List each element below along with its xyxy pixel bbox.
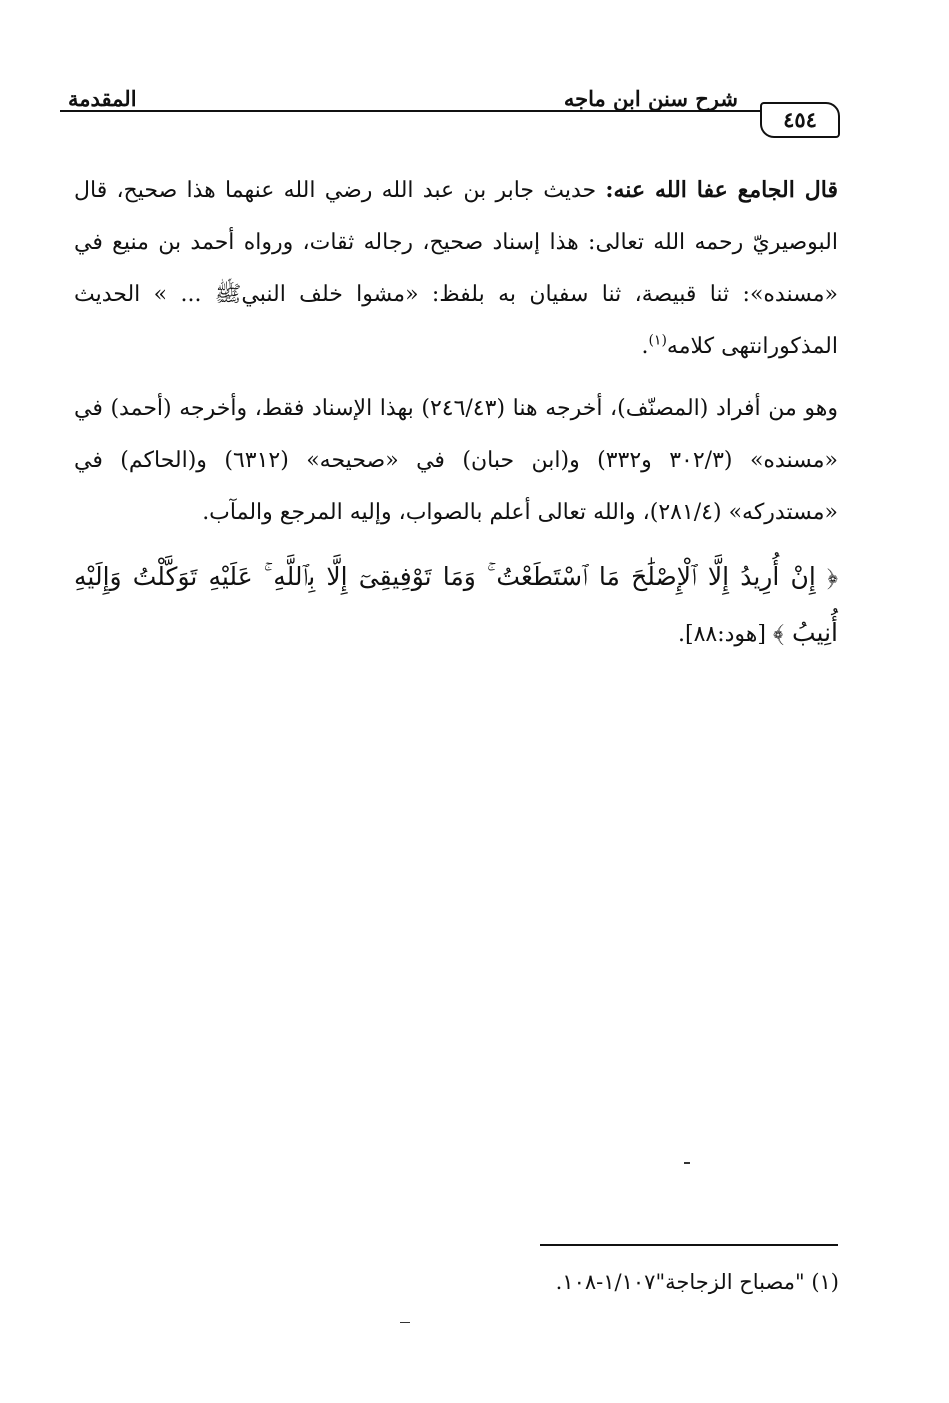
paragraph-1-lead: قال الجامع عفا الله عنه: — [605, 177, 838, 203]
paragraph-1-end: . — [641, 334, 649, 359]
quran-verse: ﴿ إِنْ أُرِيدُ إِلَّا ٱلْإِصْلَٰحَ مَا ٱسْتَطَعْتُ ۚ وَمَا تَوْفِيقِىٓ إِلَّا بِٱللَّهِ ۚ عَلَيْهِ تَوَكَّلْتُ وَإِلَيْهِ أُنِيبُ ﴾ — [74, 562, 838, 647]
quran-verse-paragraph — [74, 549, 838, 661]
footnote-1: (١) "مصباح الزجاجة"١/١٠٧-١٠٨. — [555, 1270, 839, 1294]
page-number-badge: ٤٥٤ — [760, 102, 840, 138]
quran-reference: [هود:٨٨]. — [677, 622, 773, 647]
paragraph-1 — [74, 164, 838, 373]
page-header — [60, 86, 840, 148]
running-title: شرح سنن ابن ماجه — [563, 86, 738, 111]
print-speck — [684, 1162, 690, 1164]
main-text — [74, 164, 838, 661]
paragraph-2: وهو من أفراد (المصنّف)، أخرجه هنا (٢٤٦/٤٣) بهذا الإسناد فقط، وأخرجه (أحمد) في «مسنده» (٣٠٢/٣ و٣٣٢) و(ابن حبان) في «صحيحه» (٦٣١٢) و(الحاكم) في «مستدركه» (٢٨١/٤)، والله تعالى أعلم بالصواب، وإليه المرجع والمآب. — [74, 396, 838, 525]
footnote-rule — [540, 1244, 838, 1246]
paragraph-1-text: حديث جابر بن عبد الله رضي الله عنهما هذا صحيح، قال البوصيريّ رحمه الله تعالى: هذا إسناد صحيح، رجاله ثقات، ورواه أحمد بن منيع في «مسنده»: ثنا قبيصة، ثنا سفيان به بلفظ: «مشوا خلف النبيﷺ ... » الحديث المذكورانتهى كلامه — [74, 178, 838, 359]
print-speck — [400, 1322, 410, 1323]
section-title: المقدمة — [68, 86, 137, 111]
footnote-reference[interactable]: (١) — [648, 332, 667, 349]
